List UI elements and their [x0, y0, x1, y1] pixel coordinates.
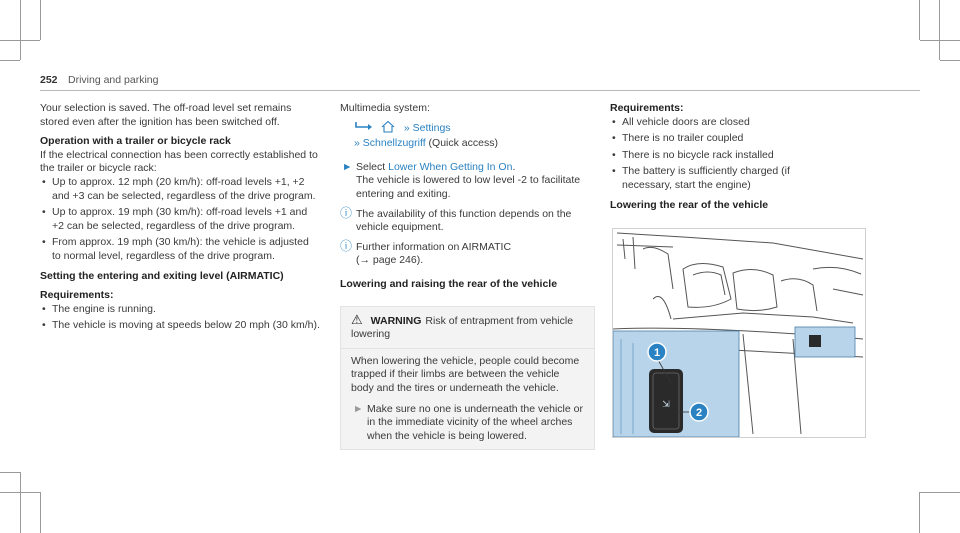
callout-2-label: 2	[695, 407, 703, 419]
page-section-title: Driving and parking	[68, 74, 159, 86]
requirements-bullets	[40, 303, 320, 333]
warning-text: When lowering the vehicle, people could become trapped if their limbs are between the vehicle body and the tires or underneath the vehicle.	[351, 354, 580, 394]
double-chevron-icon: »	[403, 121, 410, 134]
list-item: • Up to approx. 19 mph (30 km/h): off-road levels +1 and +2 can be selected, regardless of the drive program.	[42, 206, 308, 232]
warning-title: WARNING	[370, 314, 422, 327]
heading-requirements-right: Requirements:	[610, 102, 684, 114]
list-item: • Up to approx. 12 mph (20 km/h): off-road levels +1, +2 and +3 can be selected, regardless of the drive program.	[42, 175, 316, 202]
vehicle-rear-illustration	[612, 228, 866, 438]
double-chevron-icon: »	[354, 137, 360, 150]
list-item: • There is no bicycle rack installed	[612, 148, 774, 161]
warning-subtitle: Risk of entrapment from vehicle lowering	[351, 314, 574, 341]
crop-mark	[920, 40, 960, 41]
return-arrow-icon	[354, 120, 376, 132]
step-arrow-icon: ►	[342, 160, 353, 173]
column-middle	[340, 102, 595, 450]
step-prefix: Select	[356, 160, 386, 173]
info-icon: ⓘ	[340, 205, 353, 220]
list-item: • There is no trailer coupled	[612, 132, 744, 145]
info-note: ⓘ Further information on AIRMATIC (→ page 246).	[340, 238, 512, 267]
crop-mark	[40, 492, 41, 533]
step-detail: The vehicle is lowered to low level -2 to facilitate entering and exiting.	[356, 174, 581, 200]
step-suffix: .	[512, 160, 516, 173]
instruction-step	[340, 161, 595, 202]
home-icon	[381, 120, 395, 133]
page-header	[40, 74, 920, 91]
list-item: • The vehicle is moving at speeds below 20 mph (30 km/h).	[42, 319, 320, 332]
nav-quick-note: (Quick access)	[428, 137, 498, 150]
info-note: ⓘ The availability of this function depends on the vehicle equipment.	[340, 205, 572, 234]
step-arrow-icon: ►	[353, 402, 364, 415]
step-menu-item: Lower When Getting In On	[388, 160, 513, 173]
heading-lowering-rear: Lowering the rear of the vehicle	[610, 198, 769, 211]
heading-lowering-raising: Lowering and raising the rear of the vehicle	[340, 277, 558, 290]
warning-step: ► Make sure no one is underneath the vehicle or in the immediate vicinity of the wheel arches when the vehicle is being lowered.	[353, 402, 583, 442]
heading-requirements: Requirements:	[40, 289, 114, 302]
list-item: • From approx. 19 mph (30 km/h): the vehicle is adjusted to normal level, regardless of the drive program.	[42, 236, 309, 262]
warning-box	[340, 306, 595, 451]
trunk-line-drawing	[613, 229, 865, 437]
crop-mark	[919, 492, 920, 533]
lowering-switch-icon: ⇲	[662, 400, 670, 410]
list-item: • All vehicle doors are closed	[612, 115, 750, 128]
list-item: • The engine is running.	[42, 302, 156, 315]
list-item: • The battery is sufficiently charged (if necessary, start the engine)	[612, 165, 790, 191]
crop-mark	[919, 0, 920, 40]
crop-mark	[20, 472, 21, 533]
callout-1-label: 1	[653, 347, 661, 359]
crop-mark	[920, 492, 960, 493]
crop-mark	[939, 0, 940, 60]
arrow-right-icon: →	[359, 254, 370, 267]
system-label: Multimedia system:	[340, 102, 430, 114]
column-left	[40, 102, 320, 336]
trailer-text: If the electrical connection has been correctly established to the trailer or bicycle rack:	[40, 148, 318, 175]
nav-settings: Settings	[412, 121, 451, 134]
crop-mark	[0, 60, 20, 61]
crop-mark	[940, 60, 960, 61]
nav-quick-access: Schnellzugriff	[362, 137, 426, 150]
trailer-bullets	[40, 176, 320, 264]
crop-mark	[40, 0, 41, 40]
column-right	[610, 102, 840, 212]
cross-reference: (→ page 246).	[356, 254, 424, 267]
warning-body	[341, 349, 594, 450]
nav-path-quick	[340, 137, 595, 151]
nav-path-settings	[340, 120, 595, 136]
heading-trailer: Operation with a trailer or bicycle rack	[40, 135, 231, 148]
intro-text: Your selection is saved. The off-road level set remains stored even after the ignition has been switched off.	[40, 102, 292, 128]
warning-header	[341, 307, 594, 349]
heading-entering-level: Setting the entering and exiting level (AIRMATIC)	[40, 269, 284, 282]
page-number: 252	[40, 74, 58, 86]
crop-mark	[0, 472, 20, 473]
warning-triangle-icon: ⚠	[351, 311, 363, 327]
requirements-list	[610, 116, 840, 193]
crop-mark	[20, 0, 21, 60]
info-icon: ⓘ	[340, 238, 353, 253]
